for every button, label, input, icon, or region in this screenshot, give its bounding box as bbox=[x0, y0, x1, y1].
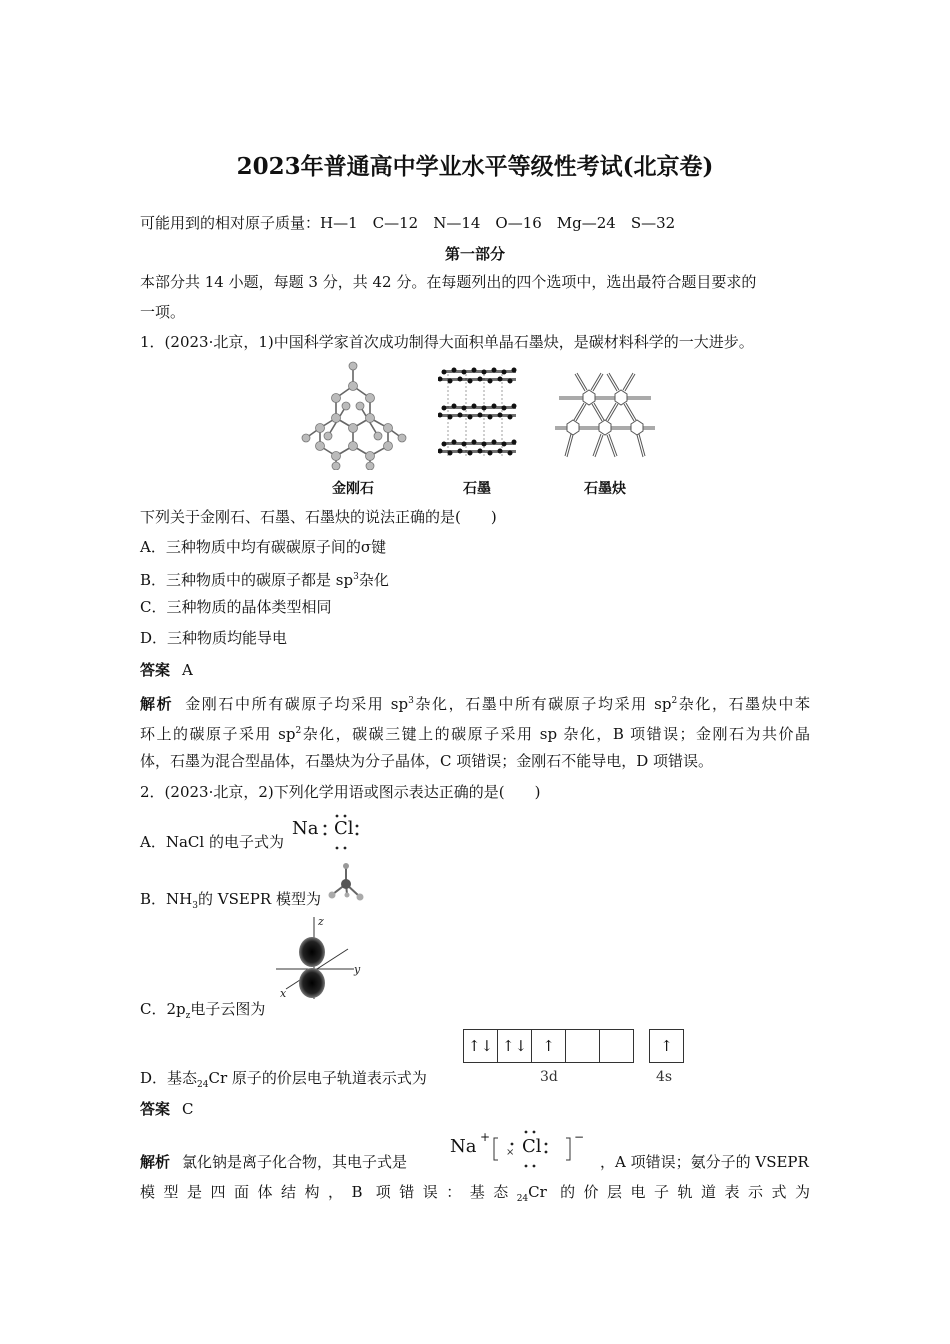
formula-na: Na bbox=[292, 818, 319, 839]
nh3-vsepr-model-figure bbox=[325, 862, 367, 902]
section-title: 第一部分 bbox=[444, 245, 505, 263]
2pz-electron-cloud-figure bbox=[272, 913, 372, 1001]
q2-analysis-line-1-cont: ，A 项错误；氨分子的 VSEPR bbox=[600, 1153, 809, 1171]
q2-option-b: B．$NH_3$的 VSEPR 模型为 bbox=[140, 890, 321, 911]
page-title: 2023年普通高中学业水平等级性考试(北京卷) bbox=[236, 153, 714, 180]
nacl-ionic-electron-formula bbox=[450, 1126, 600, 1170]
diamond-structure-figure bbox=[298, 358, 408, 470]
q1-option-b: B．三种物质中的碳原子都是 $sp^3$杂化 bbox=[140, 571, 389, 589]
caption-graphite: 石墨 bbox=[463, 481, 491, 497]
q2-option-a: A．NaCl 的电子式为 bbox=[140, 833, 284, 851]
label-3d: 3d bbox=[540, 1069, 558, 1085]
q2-analysis-line-2: 模型是四面体结构，B 项错误：基态$_{24}$Cr 的价层电子轨道表示式为 bbox=[140, 1183, 811, 1204]
axis-y-label: y bbox=[354, 963, 361, 976]
q1-stem: 1．(2023·北京，1)中国科学家首次成功制得大面积单晶石墨炔，是碳材料科学的一大进步。 bbox=[140, 333, 754, 351]
q1-option-d: D．三种物质均能导电 bbox=[140, 629, 288, 647]
axis-x-label: x bbox=[280, 987, 287, 1000]
q1-ask: 下列关于金刚石、石墨、石墨炔的说法正确的是( ) bbox=[140, 508, 497, 526]
ionic-bracket-dots bbox=[450, 1126, 600, 1170]
formula-plus: + bbox=[480, 1130, 491, 1144]
q2-option-d: D．基态$_{24}$Cr 原子的价层电子轨道表示式为 bbox=[140, 1069, 427, 1090]
svg-text:×: × bbox=[506, 1147, 515, 1158]
orbital-3d-2: ↑↓ bbox=[497, 1029, 532, 1063]
intro-line-2: 一项。 bbox=[140, 303, 186, 321]
q2-stem: 2．(2023·北京，2)下列化学用语或图示表达正确的是( ) bbox=[140, 783, 541, 801]
q2-analysis-line-1: 解析 氯化钠是离子化合物，其电子式是 bbox=[140, 1153, 408, 1171]
q1-answer: 答案 A bbox=[140, 661, 193, 679]
caption-diamond: 金刚石 bbox=[332, 481, 374, 497]
orbital-4s-1: ↑ bbox=[649, 1029, 684, 1063]
q2-answer: 答案 C bbox=[140, 1100, 194, 1118]
label-4s: 4s bbox=[656, 1069, 673, 1085]
caption-graphdiyne: 石墨炔 bbox=[584, 481, 626, 497]
graphdiyne-structure-figure bbox=[555, 364, 655, 464]
q1-option-c: C．三种物质的晶体类型相同 bbox=[140, 598, 332, 616]
orbital-3d-4 bbox=[565, 1029, 600, 1063]
q1-analysis-line-1: 解析 金刚石中所有碳原子均采用 $sp^3$杂化，石墨中所有碳原子均采用 $sp^2$杂化，石墨炔中苯 bbox=[140, 695, 810, 713]
q2-option-c: C．$2p_z$电子云图为 bbox=[140, 1000, 266, 1021]
axis-z-label: z bbox=[318, 915, 324, 928]
orbital-3d-5 bbox=[599, 1029, 634, 1063]
atomic-masses: 可能用到的相对原子质量：H—1 C—12 N—14 O—16 Mg—24 S—32 bbox=[140, 214, 676, 232]
orbital-3d-3: ↑ bbox=[531, 1029, 566, 1063]
electron-dots bbox=[292, 812, 364, 856]
orbital-3d-1: ↑↓ bbox=[463, 1029, 498, 1063]
q1-option-a: A．三种物质中均有碳碳原子间的σ键 bbox=[140, 538, 387, 556]
nacl-electron-formula bbox=[292, 812, 364, 856]
formula-minus: − bbox=[574, 1130, 585, 1144]
graphite-structure-figure bbox=[438, 364, 520, 466]
q1-analysis-line-3: 体，石墨为混合型晶体，石墨炔为分子晶体，C 项错误；金刚石不能导电，D 项错误。 bbox=[140, 752, 714, 770]
q1-analysis-line-2: 环上的碳原子采用 $sp^2$杂化，碳碳三键上的碳原子采用 sp 杂化，B 项错误；金刚石为共价晶 bbox=[140, 725, 810, 743]
intro-line-1: 本部分共 14 小题，每题 3 分，共 42 分。在每题列出的四个选项中，选出最符合题目要求的 bbox=[140, 273, 757, 291]
formula-cl: Cl bbox=[334, 818, 354, 839]
formula-cl-ion: Cl bbox=[522, 1136, 542, 1157]
formula-na-ion: Na bbox=[450, 1136, 477, 1157]
cr-orbital-diagram bbox=[463, 1029, 685, 1085]
